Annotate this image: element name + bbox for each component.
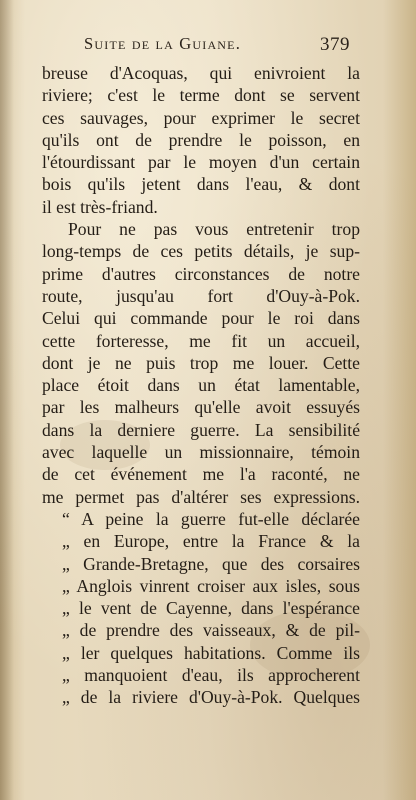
text-line: prime d'autres circonstances de notre: [42, 263, 360, 284]
text-line: Pour ne pas vous entretenir trop: [68, 219, 360, 240]
text-line: qu'ils ont de prendre le poisson, en: [42, 129, 360, 150]
text-line: „ le vent de Cayenne, dans l'espérance: [62, 598, 360, 619]
text-line: dont je ne puis trop me louer. Cette: [42, 352, 360, 373]
text-line: „ manquoient d'eau, ils approcherent: [62, 665, 360, 686]
text-line: route, jusqu'au fort d'Ouy-à-Pok.: [42, 285, 360, 306]
text-line: avec laquelle un missionnaire, témoin: [42, 442, 360, 463]
spine-shadow: [0, 0, 14, 800]
text-line: de cet événement me l'a raconté, ne: [42, 464, 360, 485]
text-line: il est très-friand.: [42, 196, 158, 217]
text-line: „ de la riviere d'Ouy-à-Pok. Quelques: [62, 687, 360, 708]
text-line: l'étourdissant par le moyen d'un certain: [42, 152, 360, 173]
text-line: me permet pas d'altérer ses expressions.: [42, 486, 360, 507]
text-line: “ A peine la guerre fut-elle déclarée: [62, 508, 360, 529]
text-line: Celui qui commande pour le roi dans: [42, 308, 360, 329]
text-line: breuse d'Acoquas, qui enivroient la: [42, 63, 360, 83]
running-head: [70, 34, 350, 58]
text-line: place étoit dans un état lamentable,: [42, 375, 360, 396]
text-line: cette forteresse, me fit un accueil,: [42, 330, 360, 351]
text-line: par les malheurs qu'elle avoit essuyés: [42, 397, 360, 418]
text-line: ces sauvages, pour exprimer le secret: [42, 107, 360, 128]
text-line: „ Anglois vinrent croiser aux isles, sous: [62, 575, 360, 596]
text-line: dans la derniere guerre. La sensibilité: [42, 419, 360, 440]
page-number: 379: [320, 34, 350, 55]
text-line: riviere; c'est le terme dont se servent: [42, 85, 360, 106]
body-text: [42, 62, 360, 709]
running-title: Suite de la Guiane.: [84, 34, 242, 53]
text-line: bois qu'ils jetent dans l'eau, & dont: [42, 174, 360, 195]
text-line: „ de prendre des vaisseaux, & de pil-: [62, 620, 360, 641]
text-line: „ ler quelques habitations. Comme ils: [62, 642, 360, 663]
text-line: long-temps de ces petits détails, je sup-: [42, 241, 360, 262]
text-line: „ Grande-Bretagne, que des corsaires: [62, 553, 360, 574]
text-line: „ en Europe, entre la France & la: [62, 531, 360, 552]
